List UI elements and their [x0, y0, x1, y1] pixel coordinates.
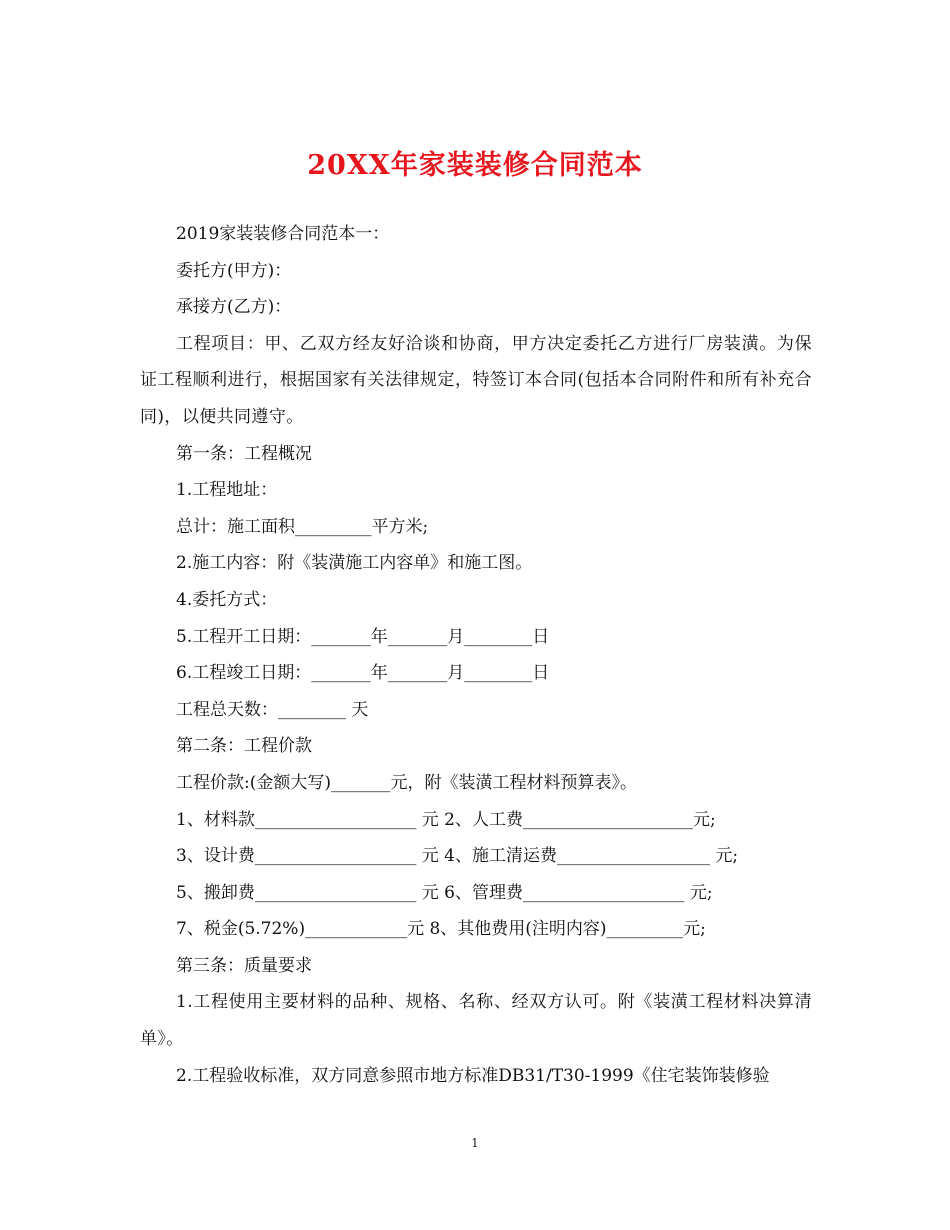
paragraph-quality-2: 2.工程验收标准，双方同意参照市地方标准DB31/T30-1999《住宅装饰装修验	[176, 1065, 770, 1086]
paragraph-fee-line-2: 3、设计费___________________ 元 4、施工清运费__________________ 元;	[176, 846, 739, 867]
paragraph-address: 1.工程地址：	[176, 480, 278, 501]
paragraph-end-date: 6.工程竣工日期：_______年_______月________日	[176, 663, 550, 684]
paragraph-scope: 2.施工内容：附《装潢施工内容单》和施工图。	[176, 553, 533, 574]
paragraph-fee-line-4: 7、税金(5.72%)____________元 8、其他费用(注明内容)_________元;	[176, 919, 706, 940]
paragraph-fee-line-3: 5、搬卸费___________________ 元 6、管理费___________________ 元;	[176, 882, 713, 903]
paragraph-fee-line-1: 1、材料款___________________ 元 2、人工费____________________元;	[176, 809, 716, 830]
page-number: 1	[471, 1136, 479, 1150]
document-body	[140, 216, 812, 1094]
section-heading-3: 第三条：质量要求	[176, 955, 312, 976]
paragraph-intro: 2019家装装修合同范本一：	[176, 224, 390, 244]
paragraph-method: 4.委托方式：	[176, 589, 278, 610]
paragraph-party-b: 承接方(乙方)：	[176, 297, 292, 318]
section-heading-2: 第二条：工程价款	[176, 736, 312, 757]
paragraph-party-a: 委托方(甲方)：	[176, 260, 292, 281]
paragraph-price: 工程价款:(金额大写)_______元，附《装潢工程材料预算表》。	[176, 772, 637, 793]
paragraph-total-days: 工程总天数：________ 天	[176, 699, 369, 720]
paragraph-project: 工程项目：甲、乙双方经友好洽谈和协商，甲方决定委托乙方进行厂房装潢。为保证工程顺利进行，根据国家有关法律规定，特签订本合同(包括本合同附件和所有补充合同)，以便共同遵守。	[140, 333, 812, 427]
paragraph-start-date: 5.工程开工日期：_______年_______月________日	[176, 626, 550, 647]
section-heading-1: 第一条：工程概况	[176, 443, 312, 464]
document-title: 20XX年家装装修合同范本	[307, 150, 643, 181]
paragraph-quality-1: 1.工程使用主要材料的品种、规格、名称、经双方认可。附《装潢工程材料决算清单》。	[140, 992, 812, 1050]
paragraph-area: 总计：施工面积_________平方米;	[176, 516, 429, 537]
